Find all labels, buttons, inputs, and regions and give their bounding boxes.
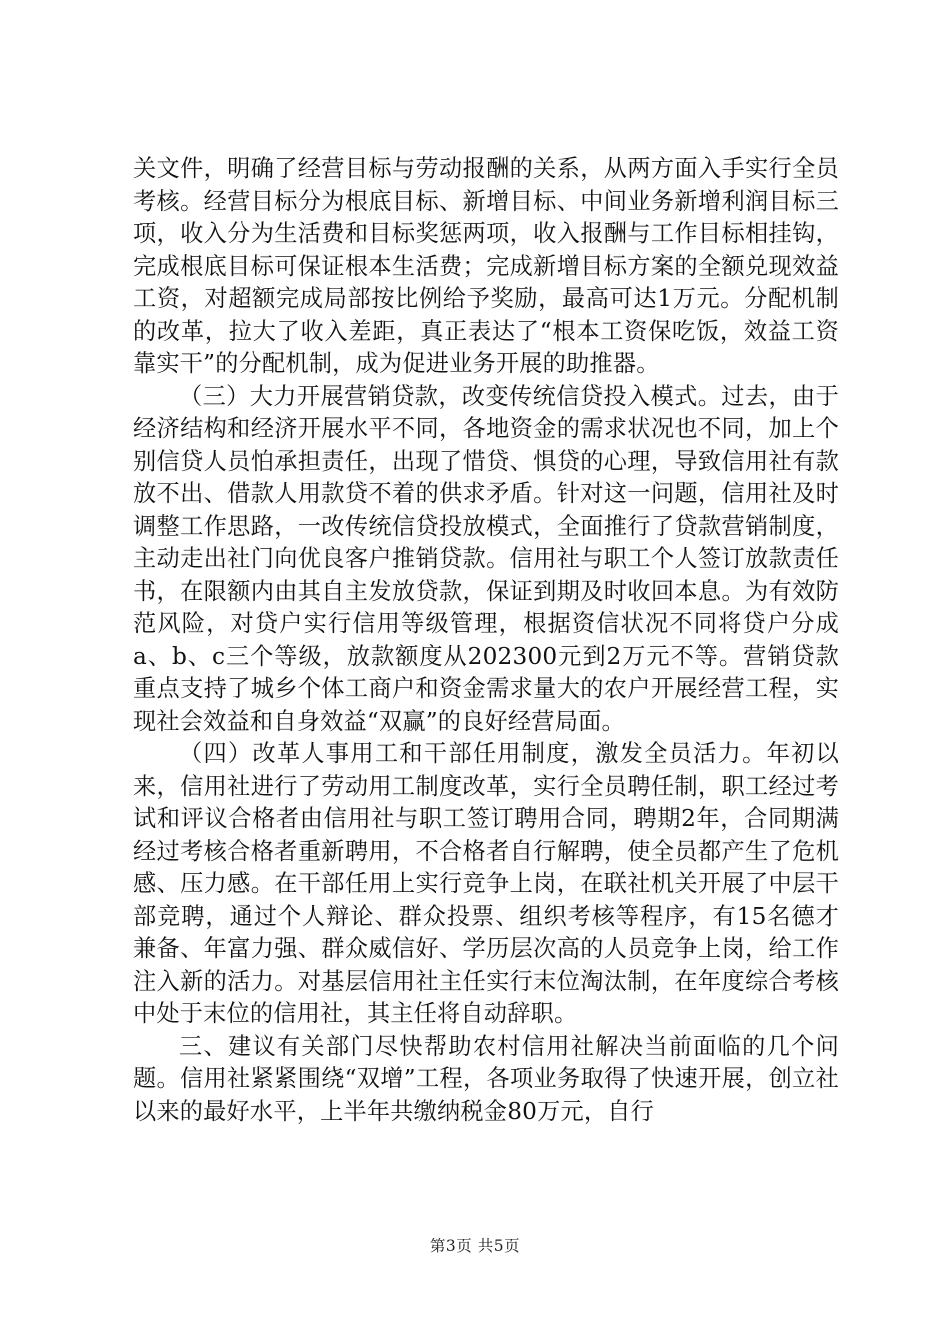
paragraph-personnel-reform: （四）改革人事用工和干部任用制度，激发全员活力。年初以来，信用社进行了劳动用工制度改革，实行全员聘任制，职工经过考试和评议合格者由信用社与职工签订聘用合同，聘期2年，合同期满经过考核合格者重新聘用，不合格者自行解聘，使全员都产生了危机感、压力感。在干部任用上实行竞争上岗，在联社机关开展了中层干部竞聘，通过个人辩论、群众投票、组织考核等程序，有15名德才兼备、年富力强、群众威信好、学历层次高的人员竞争上岗，给工作注入新的活力。对基层信用社主任实行末位淘汰制，在年度综合考核中处于末位的信用社，其主任将自动辞职。 xyxy=(133,740,839,1027)
paragraph-continuation: 关文件，明确了经营目标与劳动报酬的关系，从两方面入手实行全员考核。经营目标分为根底目标、新增目标、中间业务新增利润目标三项，收入分为生活费和目标奖惩两项，收入报酬与工作目标相挂钩，完成根底目标可保证根本生活费；完成新增目标方案的全额兑现效益工资，对超额完成局部按比例给予奖励，最高可达1万元。分配机制的改革，拉大了收入差距，真正表达了“根本工资保吃饭，效益工资靠实干”的分配机制，成为促进业务开展的助推器。 xyxy=(133,155,839,377)
paragraph-marketing-loans: （三）大力开展营销贷款，改变传统信贷投入模式。过去，由于经济结构和经济开展水平不同，各地资金的需求状况也不同，加上个别信贷人员怕承担责任，出现了惜贷、惧贷的心理，导致信用社有款放不出、借款人用款贷不着的供求矛盾。针对这一问题，信用社及时调整工作思路，一改传统信贷投放模式，全面推行了贷款营销制度，主动走出社门向优良客户推销贷款。信用社与职工个人签订放款责任书，在限额内由其自主发放贷款，保证到期及时收回本息。为有效防范风险，对贷户实行信用等级管理，根据资信状况不同将贷户分成a、b、c三个等级，放款额度从202300元到2万元不等。营销贷款重点支持了城乡个体工商户和资金需求量大的农户开展经营工程，实现社会效益和自身效益“双赢”的良好经营局面。 xyxy=(133,382,839,735)
page-number-footer: 第3页 共5页 xyxy=(429,1237,521,1255)
document-body xyxy=(133,153,839,1128)
paragraph-recommendations: 三、建议有关部门尽快帮助农村信用社解决当前面临的几个问题。信用社紧紧围绕“双增”工程，各项业务取得了快速开展，创立社以来的最好水平，上半年共缴纳税金80万元，自行 xyxy=(133,1032,839,1125)
